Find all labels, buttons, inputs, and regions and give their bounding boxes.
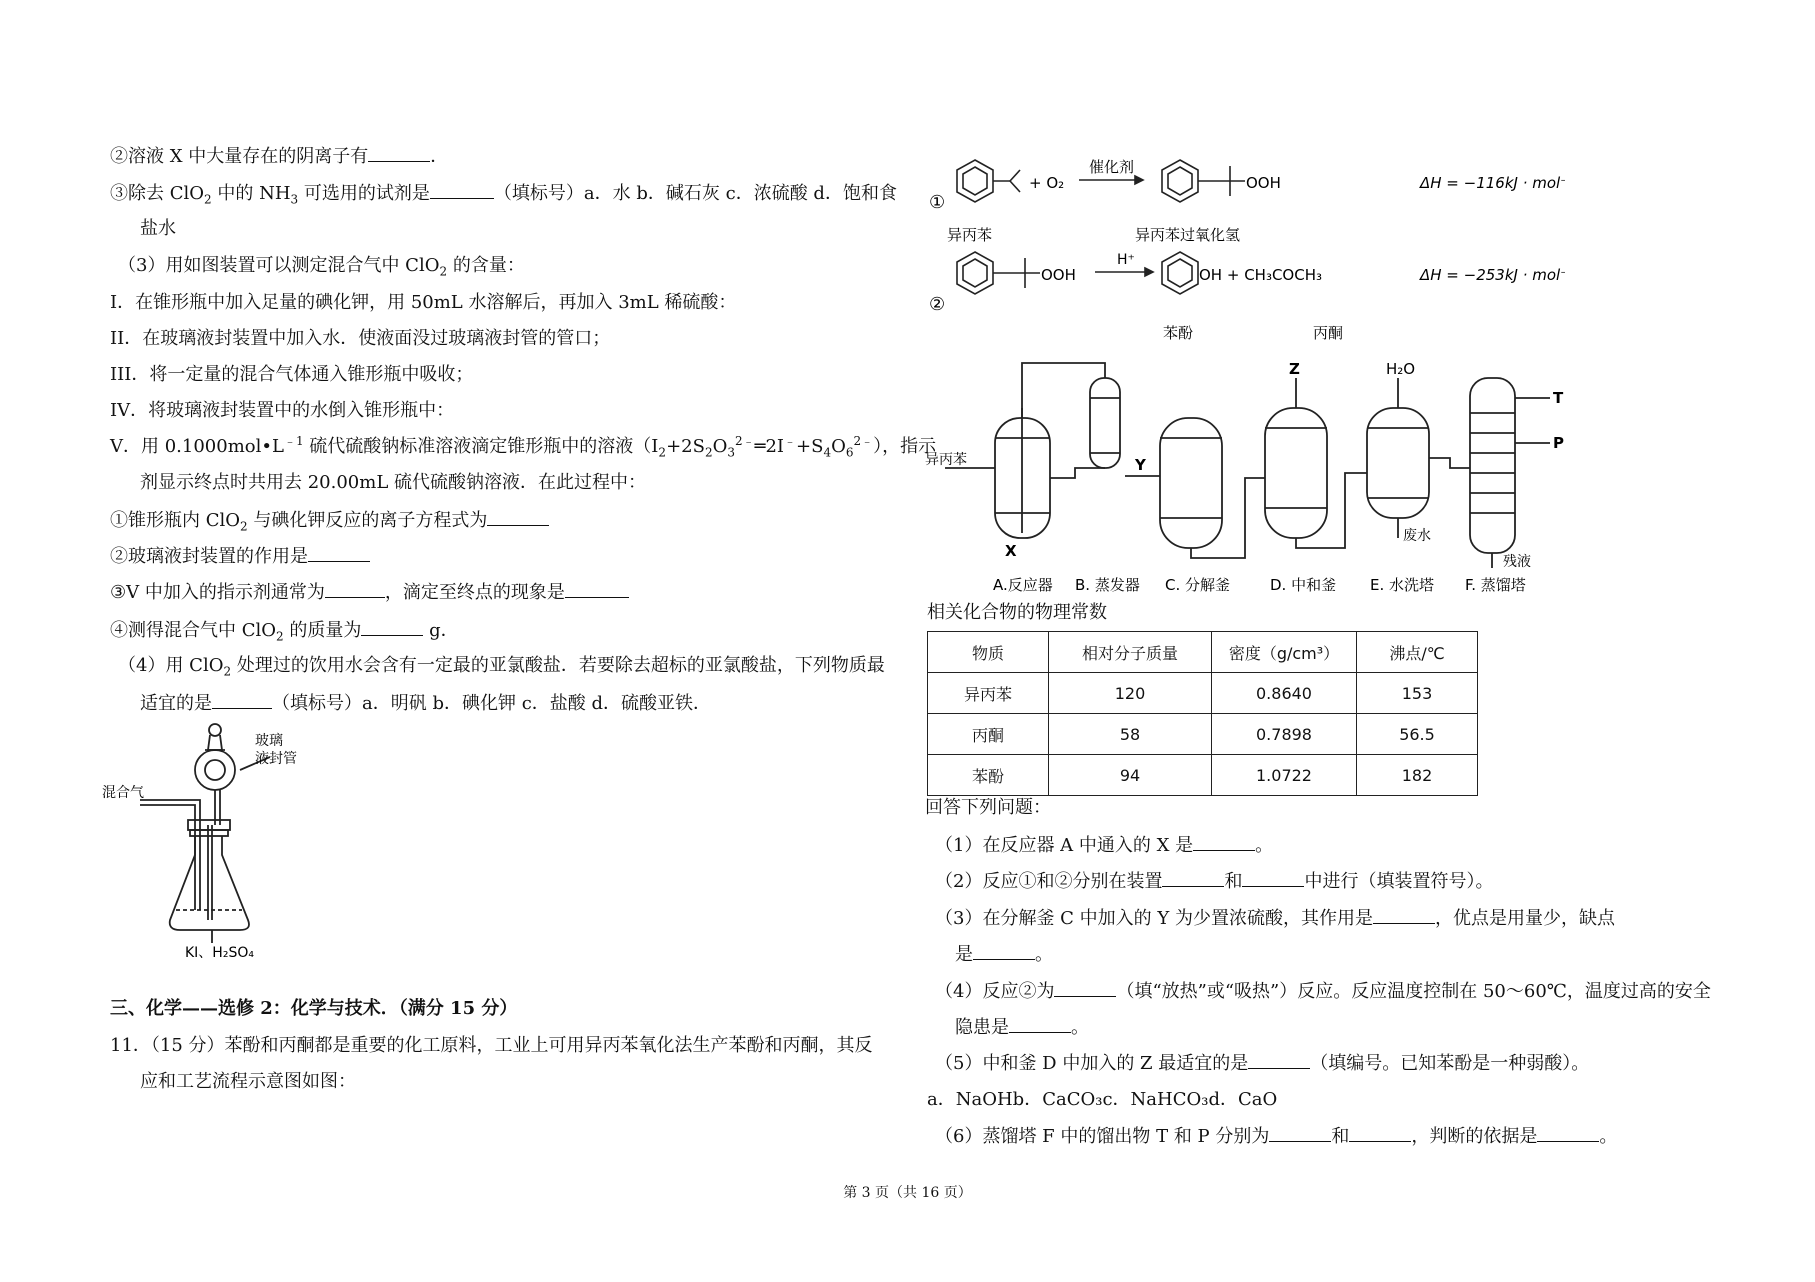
acid-catalyst: H⁺: [1117, 252, 1135, 268]
answer-blank[interactable]: [1193, 832, 1255, 851]
answer-blank[interactable]: [1242, 868, 1304, 887]
ooh-group: OOH: [1041, 266, 1076, 284]
stream-water: H₂O: [1386, 360, 1416, 378]
label-glass: 玻璃: [255, 733, 283, 749]
table-cell: 苯酚: [928, 755, 1049, 796]
residue-label: 残液: [1503, 554, 1531, 570]
table-cell: 94: [1049, 755, 1212, 796]
unit-f-label: F. 蒸馏塔: [1465, 576, 1526, 594]
table-row: [928, 714, 1478, 755]
answer-intro: 回答下列问题：: [925, 797, 1051, 818]
table-cell: 58: [1049, 714, 1212, 755]
answer-blank[interactable]: [1537, 1123, 1599, 1142]
stream-z: Z: [1289, 360, 1300, 378]
label-cumene: 异丙苯: [947, 226, 993, 244]
step-2: II．在玻璃液封装置中加入水．使液面没过玻璃液封管的管口；: [110, 328, 611, 349]
answer-blank[interactable]: [487, 507, 549, 526]
table-cell: 异丙苯: [928, 673, 1049, 714]
q-line-anions: ②溶液 X 中大量存在的阴离子有 ．: [110, 143, 448, 170]
flowsheet: [925, 358, 1585, 598]
unit-a-label: A.反应器: [993, 576, 1053, 594]
table-header: 密度（g/cm³）: [1212, 632, 1357, 673]
answer-blank[interactable]: [1248, 1050, 1310, 1069]
right-q5: （5）中和釜 D 中加入的 Z 最适宜的是 （填编号。已知苯酚是一种弱酸）。: [935, 1050, 1589, 1077]
answer-blank[interactable]: [1349, 1123, 1411, 1142]
right-q5-options: a．NaOHb．CaCO₃c．NaHCO₃d．CaO: [927, 1089, 1278, 1110]
question-4: （4）用 ClO$_2$ 处理过的饮用水会含有一定最的亚氯酸盐．若要除去超标的亚氯酸盐，下列物质最: [118, 655, 885, 679]
section-3-heading: （3）用如图装置可以测定混合气中 ClO$_2$ 的含量：: [118, 255, 525, 279]
step-5: V．用 $0.1000mol•L^{﹣1}$ 硫代硫酸钠标准溶液滴定锥形瓶中的溶液$(I_2+2S_2O_3^{2﹣}═2I^﹣+S_4O_6^{2﹣})$，指示: [110, 434, 937, 460]
right-q6: （6）蒸馏塔 F 中的馏出物 T 和 P 分别为 和 ，判断的依据是 。: [935, 1123, 1617, 1150]
flask-diagram: [100, 715, 340, 960]
table-cell: 153: [1357, 673, 1478, 714]
sub-q-2: ②玻璃液封装置的作用是: [110, 543, 370, 570]
label-ki-h2so4: KI、H₂SO₄: [185, 945, 254, 960]
enthalpy-2: ΔH = −253kJ · mol⁻¹: [1420, 266, 1565, 284]
answer-blank[interactable]: [1009, 1014, 1071, 1033]
question-11-cont: 应和工艺流程示意图如图：: [140, 1071, 356, 1092]
step-4: IV．将玻璃液封装置中的水倒入锥形瓶中：: [110, 400, 455, 421]
label-cumene-hydroperoxide: 异丙苯过氧化氢: [1135, 226, 1241, 244]
ooh-group: OOH: [1246, 174, 1281, 192]
label-mixed-gas: 混合气: [102, 785, 144, 801]
table-cell: 182: [1357, 755, 1478, 796]
table-cell: 丙酮: [928, 714, 1049, 755]
table-cell: 56.5: [1357, 714, 1478, 755]
text-line: 盐水: [140, 218, 176, 239]
unit-b-label: B. 蒸发器: [1075, 576, 1140, 594]
answer-blank[interactable]: [1162, 868, 1224, 887]
physical-constants-table: [927, 631, 1478, 796]
waste-water-label: 废水: [1403, 528, 1431, 544]
sub-q-4: ④测得混合气中 ClO$_2$ 的质量为 g．: [110, 617, 459, 644]
stream-x: X: [1005, 542, 1017, 560]
answer-blank[interactable]: [212, 690, 272, 709]
step-1: I．在锥形瓶中加入足量的碘化钾，用 50mL 水溶解后，再加入 3mL 稀硫酸：: [110, 292, 737, 313]
q-line-remove-nh3: ③除去 ClO$_2$ 中的 $NH_3$ 可选用的试剂是 （填标号）a．水 b．碱石灰 c．浓硫酸 d．饱和食: [110, 180, 897, 207]
right-q3-cont: 是 。: [955, 941, 1053, 968]
table-cell: 0.8640: [1212, 673, 1357, 714]
table-cell: 0.7898: [1212, 714, 1357, 755]
text-line: 剂显示终点时共用去 20.00mL 硫代硫酸钠溶液．在此过程中：: [140, 472, 646, 493]
right-q4: （4）反应②为 （填“放热”或“吸热”）反应。反应温度控制在 50～60℃，温度过高的安全: [935, 978, 1711, 1005]
table-row: [928, 755, 1478, 796]
right-q3: （3）在分解釜 C 中加入的 Y 为少置浓硫酸，其作用是 ，优点是用量少，缺点: [935, 905, 1615, 932]
table-header: 物质: [928, 632, 1049, 673]
section-heading: 三、化学——选修 2：化学与技术．（满分 15 分）: [110, 998, 518, 1019]
right-q1: （1）在反应器 A 中通入的 X 是 。: [935, 832, 1273, 859]
table-row: [928, 673, 1478, 714]
answer-blank[interactable]: [308, 543, 370, 562]
question-4-cont: 适宜的是 （填标号）a．明矾 b．碘化钾 c．盐酸 d．硫酸亚铁．: [140, 690, 711, 717]
page-footer: 第 3 页（共 16 页）: [843, 1185, 972, 1201]
stream-y: Y: [1135, 456, 1146, 474]
answer-blank[interactable]: [325, 579, 385, 598]
apparatus-figure: [100, 715, 340, 964]
reaction-equations: [925, 150, 1565, 354]
unit-c-label: C. 分解釜: [1165, 576, 1231, 594]
sub-q-3: ③V 中加入的指示剂通常为 ，滴定至终点的现象是: [110, 579, 629, 606]
answer-blank[interactable]: [1054, 978, 1116, 997]
unit-d-label: D. 中和釜: [1270, 576, 1337, 594]
catalyst-label: 催化剂: [1089, 158, 1135, 176]
table-header: 相对分子质量: [1049, 632, 1212, 673]
stream-t: T: [1553, 389, 1564, 407]
answer-blank[interactable]: [565, 579, 629, 598]
enthalpy-1: ΔH = −116kJ · mol⁻¹: [1420, 174, 1565, 192]
feed-label: 异丙苯: [925, 452, 967, 468]
label-seal-tube: 液封管: [255, 751, 297, 767]
answer-blank[interactable]: [1373, 905, 1435, 924]
reaction-scheme: [925, 150, 1565, 350]
products: OH + CH₃COCH₃: [1199, 266, 1323, 284]
right-q4-cont: 隐患是 。: [955, 1014, 1089, 1041]
label-phenol: 苯酚: [1163, 324, 1194, 342]
step-3: III．将一定量的混合气体通入锥形瓶中吸收；: [110, 364, 474, 385]
answer-blank[interactable]: [368, 143, 430, 162]
table-header: 沸点/℃: [1357, 632, 1478, 673]
question-11: 11．（15 分）苯酚和丙酮都是重要的化工原料，工业上可用异丙苯氧化法生产苯酚和丙酮，其反: [110, 1035, 873, 1056]
table-cell: 120: [1049, 673, 1212, 714]
reaction-1-reagent: + O₂: [1029, 174, 1065, 192]
answer-blank[interactable]: [973, 941, 1035, 960]
stream-p: P: [1553, 434, 1564, 452]
label-acetone: 丙酮: [1313, 324, 1344, 342]
sub-q-1: ①锥形瓶内 ClO$_2$ 与碘化钾反应的离子方程式为: [110, 507, 549, 534]
answer-blank[interactable]: [430, 180, 494, 199]
right-q2: （2）反应①和②分别在装置 和 中进行（填装置符号）。: [935, 868, 1493, 895]
table-header-row: [928, 632, 1478, 673]
answer-blank[interactable]: [361, 617, 423, 636]
process-flow-diagram: [925, 358, 1585, 602]
answer-blank[interactable]: [1269, 1123, 1331, 1142]
table-title: 相关化合物的物理常数: [927, 602, 1107, 623]
table-cell: 1.0722: [1212, 755, 1357, 796]
reaction-2-number: ②: [929, 294, 946, 315]
unit-e-label: E. 水洗塔: [1370, 576, 1435, 594]
reaction-1-number: ①: [929, 192, 946, 213]
